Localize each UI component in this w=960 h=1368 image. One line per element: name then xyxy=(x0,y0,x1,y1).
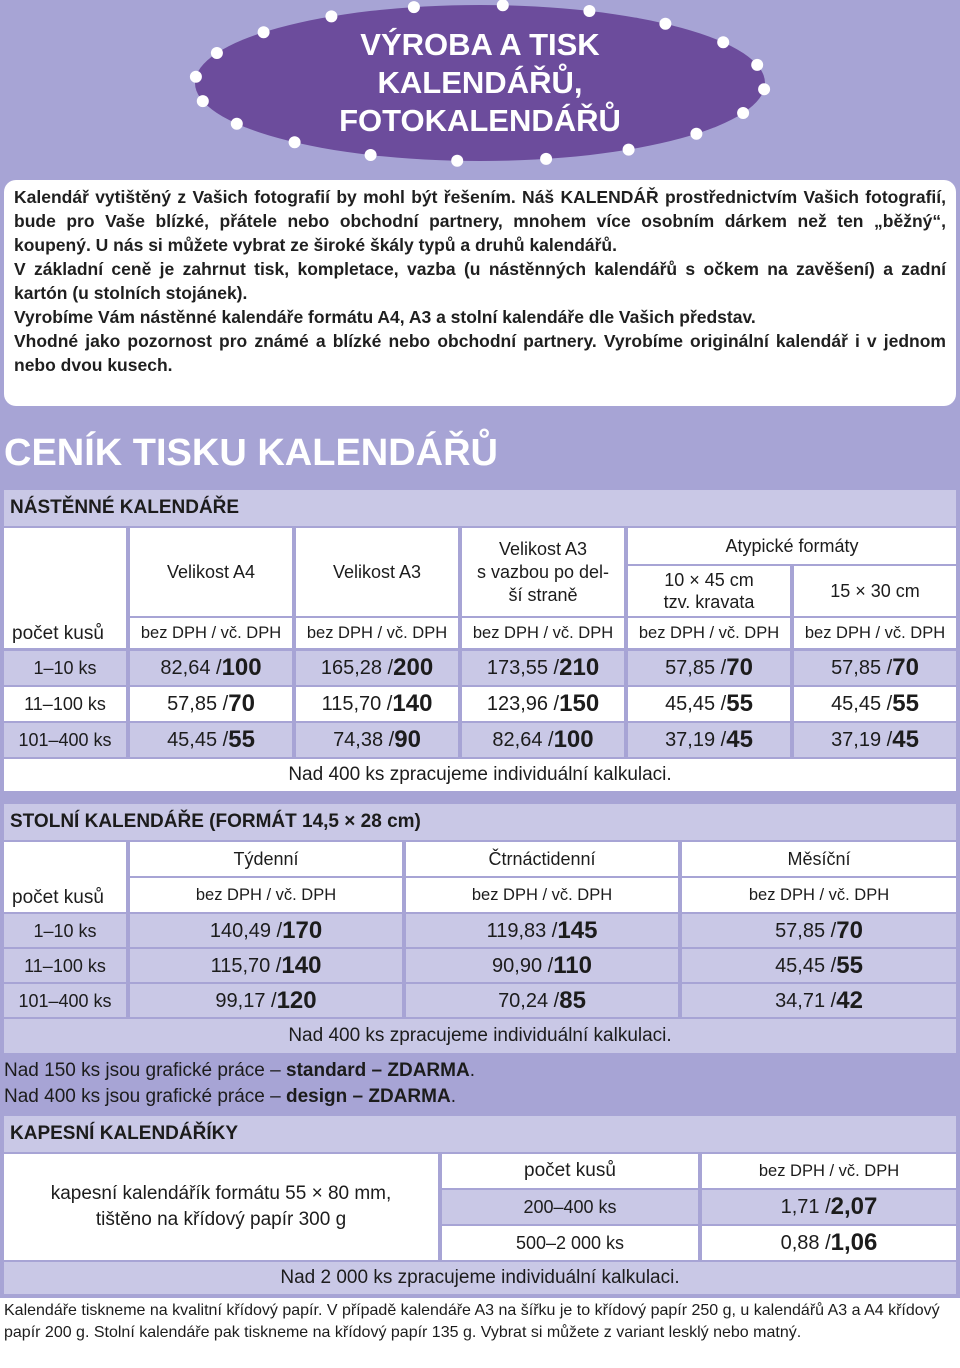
price-net: 37,19 / xyxy=(831,729,893,751)
price-net: 57,85 / xyxy=(665,657,727,679)
wall-price xyxy=(628,687,790,721)
wall-col-a4: Velikost A4 xyxy=(130,528,292,616)
decorative-dot xyxy=(737,107,749,119)
price-gross: 150 xyxy=(559,690,600,717)
price-net: 82,64 / xyxy=(160,657,222,679)
price-gross: 1,06 xyxy=(830,1229,878,1256)
price-gross: 45 xyxy=(892,726,919,753)
footer xyxy=(0,1298,960,1368)
graphics-bold: standard xyxy=(286,1060,367,1081)
price-gross: 110 xyxy=(553,951,592,979)
desk-qty: 101–400 ks xyxy=(4,984,126,1017)
price-net: 115,70 / xyxy=(210,954,282,977)
desk-qty: 1–10 ks xyxy=(4,914,126,947)
price-net: 45,45 / xyxy=(167,729,229,751)
price-net: 45,45 / xyxy=(665,693,727,715)
wall-price xyxy=(794,687,956,721)
pricelist-title: CENÍK TISKU KALENDÁŘŮ xyxy=(4,432,498,474)
desk-qty-label: počet kusů xyxy=(4,842,126,912)
price-gross: 200 xyxy=(393,654,434,681)
decorative-dot xyxy=(758,83,770,95)
desk-price xyxy=(406,949,678,982)
price-net: 115,70 / xyxy=(321,693,393,715)
pocket-qty: 500–2 000 ks xyxy=(442,1226,698,1260)
intro-box xyxy=(4,180,956,406)
wall-price xyxy=(628,723,790,757)
price-net: 140,49 / xyxy=(209,919,283,942)
pocket-qty: 200–400 ks xyxy=(442,1190,698,1224)
intro-paragraph: Vhodné jako pozornost pro známé a blízké nebo obchodní partnery. Vyrobíme originální kalendář i v jednom nebo dvou kusech. xyxy=(14,331,946,375)
wall-price xyxy=(296,723,458,757)
pocket-price xyxy=(702,1226,956,1260)
decorative-dot xyxy=(325,10,337,22)
decorative-dot xyxy=(451,155,463,167)
wall-price xyxy=(794,651,956,685)
graphics-note-line-1 xyxy=(4,1058,475,1084)
price-gross: 55 xyxy=(836,951,863,979)
price-net: 165,28 / xyxy=(320,657,394,679)
price-gross: 90 xyxy=(394,726,421,753)
wall-price-header: bez DPH / vč. DPH xyxy=(794,618,956,648)
desk-price xyxy=(682,914,956,947)
wall-price-header: bez DPH / vč. DPH xyxy=(462,618,624,648)
price-gross: 145 xyxy=(557,916,598,944)
wall-qty: 101–400 ks xyxy=(4,723,126,757)
desk-price xyxy=(682,949,956,982)
wall-col-atypical-tie xyxy=(628,566,790,616)
price-gross: 70 xyxy=(836,916,863,944)
footer-text: Kalendáře tiskneme na kvalitní křídový papír. V případě kalendáře A3 na šířku je to křídový papír 250 g, u kalendářů A3 a A4 křídový papír 200 g. Stolní kalendáře pak tiskneme na křídový papír 135 g. Vybrat si můžete z variant lesklý nebo matný. xyxy=(4,1302,940,1341)
pocket-price xyxy=(702,1190,956,1224)
price-net: 45,45 / xyxy=(775,954,837,977)
price-gross: 140 xyxy=(281,951,322,979)
wall-price xyxy=(296,687,458,721)
wall-col-a3-binding-line: Velikost A3 xyxy=(498,538,588,559)
pocket-description-line: kapesní kalendářík formátu 55 × 80 mm, xyxy=(50,1183,392,1204)
graphics-bold: ZDARMA xyxy=(387,1060,470,1081)
wall-note: Nad 400 ks zpracujeme individuální kalkulaci. xyxy=(4,759,956,791)
price-gross: 55 xyxy=(726,690,753,717)
pocket-note: Nad 2 000 ks zpracujeme individuální kalkulaci. xyxy=(4,1262,956,1294)
decorative-dot xyxy=(258,26,270,38)
desk-price xyxy=(130,984,402,1017)
pocket-section-title: KAPESNÍ KALENDÁŘÍKY xyxy=(4,1116,956,1152)
intro-paragraph: Kalendář vytištěný z Vašich fotografií by mohl být řešením. Náš KALENDÁŘ prostřednictvím Vašich fotografií, bude pro Vaše blízké, přátele nebo obchodní partnery, mnohem více osobním dárkem než ten „běžný“, koupený. U nás si můžete vybrat ze široké škály typů a druhů kalendářů. xyxy=(14,187,946,255)
price-gross: 70 xyxy=(228,690,255,717)
price-gross: 210 xyxy=(559,654,600,681)
header-title-line-3: FOTOKALENDÁŘŮ xyxy=(339,103,621,138)
graphics-bold: ZDARMA xyxy=(368,1086,451,1107)
decorative-dot xyxy=(231,118,243,130)
price-net: 119,83 / xyxy=(486,919,558,942)
price-net: 123,96 / xyxy=(486,693,560,715)
price-net: 74,38 / xyxy=(333,729,395,751)
price-gross: 140 xyxy=(392,690,433,717)
wall-price-header: bez DPH / vč. DPH xyxy=(130,618,292,648)
decorative-dot xyxy=(690,128,702,140)
price-gross: 120 xyxy=(276,986,317,1014)
price-net: 45,45 / xyxy=(831,693,893,715)
wall-section-title: NÁSTĚNNÉ KALENDÁŘE xyxy=(4,490,956,526)
price-net: 99,17 / xyxy=(215,989,277,1012)
intro-paragraph: V základní ceně je zahrnut tisk, kompletace, vazba (u nástěnných kalendářů s očkem na zavěšení) a zadní kartón (u stolních stojánek). xyxy=(14,259,946,303)
wall-col-a3-binding xyxy=(462,528,624,616)
decorative-dot xyxy=(197,95,209,107)
wall-col-atypical: Atypické formáty xyxy=(628,528,956,564)
price-gross: 2,07 xyxy=(830,1193,878,1220)
wall-price xyxy=(462,687,624,721)
desk-col-monthly: Měsíční xyxy=(682,842,956,876)
price-net: 1,71 / xyxy=(780,1196,831,1218)
wall-qty: 11–100 ks xyxy=(4,687,126,721)
wall-price xyxy=(130,687,292,721)
wall-price xyxy=(794,723,956,757)
wall-price xyxy=(462,651,624,685)
wall-price xyxy=(296,651,458,685)
desk-col-biweekly: Čtrnáctidenní xyxy=(406,842,678,876)
price-net: 37,19 / xyxy=(665,729,727,751)
price-net: 173,55 / xyxy=(486,657,560,679)
wall-col-atypical-tie-line: 10 × 45 cm xyxy=(664,570,754,590)
wall-price-header: bez DPH / vč. DPH xyxy=(296,618,458,648)
graphics-text: . xyxy=(469,1060,475,1081)
desk-price xyxy=(682,984,956,1017)
graphics-bold: – xyxy=(366,1060,388,1081)
wall-price xyxy=(628,651,790,685)
price-net: 90,90 / xyxy=(492,954,554,977)
price-net: 82,64 / xyxy=(492,729,554,751)
wall-qty-label: počet kusů xyxy=(4,528,126,648)
pocket-price-header: bez DPH / vč. DPH xyxy=(702,1154,956,1188)
price-gross: 70 xyxy=(726,654,753,681)
price-net: 70,24 / xyxy=(498,989,560,1012)
price-gross: 100 xyxy=(221,654,262,681)
desk-qty: 11–100 ks xyxy=(4,949,126,982)
desk-price xyxy=(406,984,678,1017)
price-gross: 45 xyxy=(726,726,753,753)
price-net: 57,85 / xyxy=(775,919,837,942)
graphics-text: Nad 150 ks jsou grafické práce – xyxy=(4,1060,286,1081)
graphics-note-line-2 xyxy=(4,1084,475,1110)
price-gross: 42 xyxy=(836,986,863,1014)
graphics-bold: – xyxy=(347,1086,369,1107)
decorative-dot xyxy=(751,59,763,71)
price-net: 34,71 / xyxy=(775,989,837,1012)
intro-paragraph: Vyrobíme Vám nástěnné kalendáře formátu A4, A3 a stolní kalendáře dle Vašich představ. xyxy=(14,307,756,327)
wall-price xyxy=(130,651,292,685)
desk-price-header: bez DPH / vč. DPH xyxy=(406,878,678,912)
desk-price xyxy=(406,914,678,947)
wall-price xyxy=(130,723,292,757)
pocket-description-line: tištěno na křídový papír 300 g xyxy=(95,1209,347,1230)
graphics-text: . xyxy=(450,1086,456,1107)
desk-col-weekly: Týdenní xyxy=(130,842,402,876)
wall-col-atypical-15x30: 15 × 30 cm xyxy=(794,566,956,616)
decorative-dot xyxy=(365,149,377,161)
decorative-dot xyxy=(583,5,595,17)
decorative-dot xyxy=(408,1,420,13)
wall-col-a3-binding-line: ší straně xyxy=(508,584,578,605)
header-title-line-1: VÝROBA A TISK xyxy=(360,27,600,62)
pocket-description xyxy=(4,1154,438,1260)
price-gross: 100 xyxy=(553,726,594,753)
desk-section-title: STOLNÍ KALENDÁŘE (FORMÁT 14,5 × 28 cm) xyxy=(4,804,956,840)
graphics-note xyxy=(4,1058,475,1110)
desk-price-header: bez DPH / vč. DPH xyxy=(130,878,402,912)
wall-col-a3: Velikost A3 xyxy=(296,528,458,616)
pocket-qty-label: počet kusů xyxy=(442,1154,698,1188)
wall-price-header: bez DPH / vč. DPH xyxy=(628,618,790,648)
desk-price-header: bez DPH / vč. DPH xyxy=(682,878,956,912)
wall-col-a3-binding-line: s vazbou po del- xyxy=(476,561,610,582)
desk-note: Nad 400 ks zpracujeme individuální kalkulaci. xyxy=(4,1019,956,1053)
price-gross: 70 xyxy=(892,654,919,681)
decorative-dot xyxy=(190,71,202,83)
decorative-dot xyxy=(717,36,729,48)
graphics-text: Nad 400 ks jsou grafické práce – xyxy=(4,1086,286,1107)
price-net: 57,85 / xyxy=(831,657,893,679)
price-gross: 55 xyxy=(228,726,255,753)
price-gross: 170 xyxy=(282,916,323,944)
decorative-dot xyxy=(540,153,552,165)
wall-qty: 1–10 ks xyxy=(4,651,126,685)
desk-price xyxy=(130,949,402,982)
price-gross: 85 xyxy=(559,986,586,1014)
decorative-dot xyxy=(623,144,635,156)
decorative-dot xyxy=(211,47,223,59)
wall-price xyxy=(462,723,624,757)
header-title-line-2: KALENDÁŘŮ, xyxy=(377,65,583,100)
price-net: 57,85 / xyxy=(167,693,229,715)
price-net: 0,88 / xyxy=(780,1232,831,1254)
price-gross: 55 xyxy=(892,690,919,717)
wall-col-atypical-tie-line: tzv. kravata xyxy=(663,592,755,612)
graphics-bold: design xyxy=(286,1086,348,1107)
desk-price xyxy=(130,914,402,947)
